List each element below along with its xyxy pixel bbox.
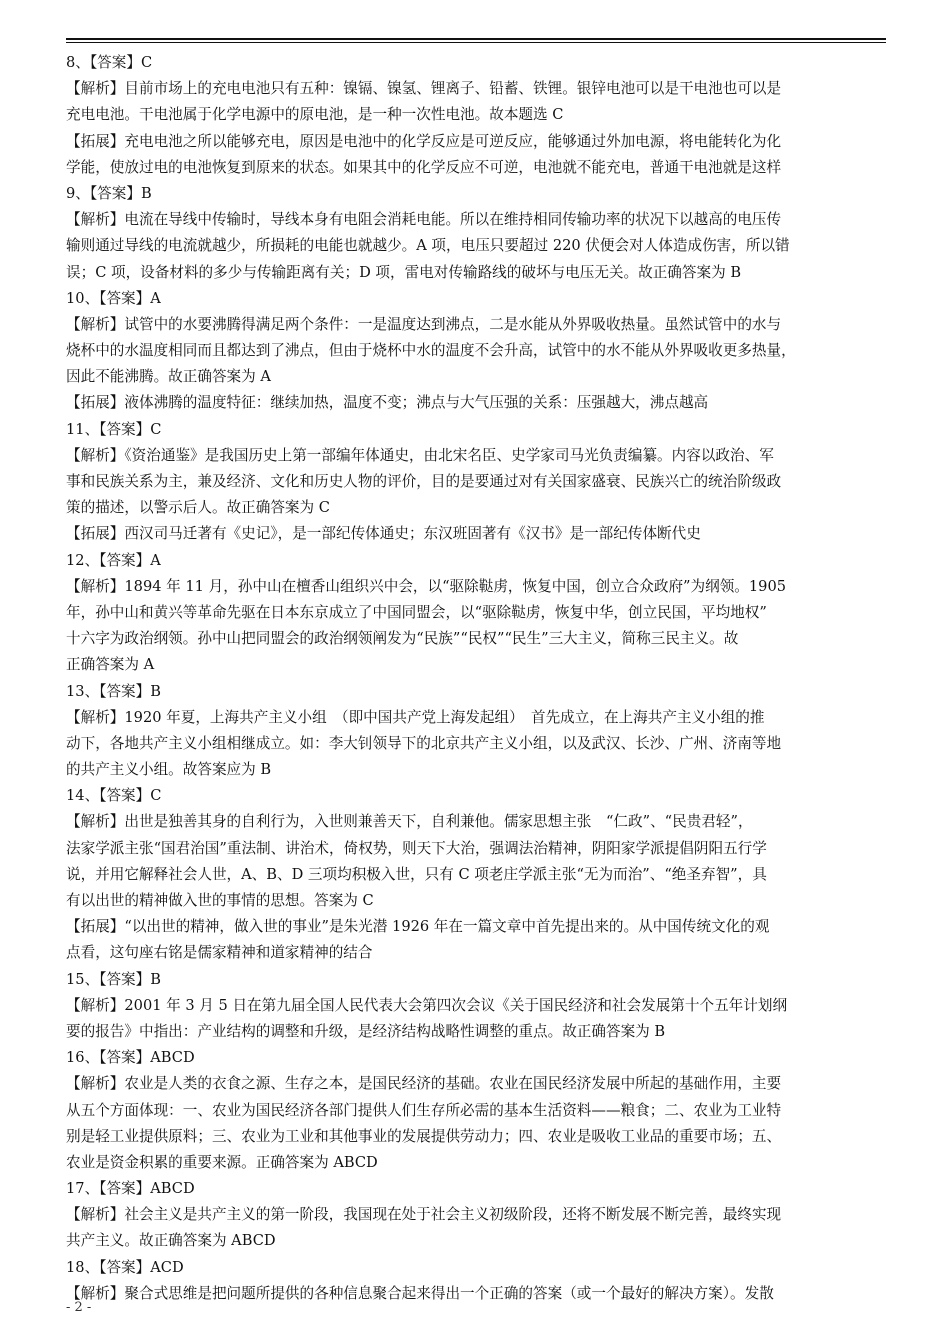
text-line: 15、【答案】B [66, 970, 161, 988]
text-line: 【解析】农业是人类的衣食之源、生存之本，是国民经济的基础。农业在国民经济发展中所起的基础作用，主要 [66, 1075, 782, 1093]
text-line: 动下，各地共产主义小组相继成立。如：李大钊领导下的北京共产主义小组，以及武汉、长沙、广州、济南等地 [66, 734, 782, 752]
text-line: 的共产主义小组。故答案应为 B [66, 761, 272, 779]
text-line: 烧杯中的水温度相同而且都达到了沸点，但由于烧杯中水的温度不会升高，试管中的水不能从外界吸收更多热量， [66, 342, 796, 360]
text-line: 【解析】聚合式思维是把问题所提供的各种信息聚合起来得出一个正确的答案（或一个最好的解决方案）。发散 [66, 1284, 774, 1302]
text-line: 输则通过导线的电流就越少，所损耗的电能也就越少。A 项，电压只要超过 220 伏便会对人体造成伤害，所以错 [66, 237, 790, 255]
text-line: 【解析】1894 年 11 月，孙中山在檀香山组织兴中会，以“驱除鞑虏，恢复中国，创立合众政府”为纲领。1905 [66, 577, 787, 595]
text-line: 共产主义。故正确答案为 ABCD [66, 1232, 276, 1250]
text-line: 【拓展】西汉司马迁著有《史记》，是一部纪传体通史；东汉班固著有《汉书》是一部纪传体断代史 [66, 525, 701, 543]
text-line: 11、【答案】C [66, 420, 162, 438]
text-line: 学能，使放过电的电池恢复到原来的状态。如果其中的化学反应不可逆，电池就不能充电，普通干电池就是这样 [66, 158, 782, 176]
text-line: 从五个方面体现：一、农业为国民经济各部门提供人们生存所必需的基本生活资料——粮食；二、农业为工业特 [66, 1101, 782, 1119]
text-line: 12、【答案】A [66, 551, 161, 569]
text-line: 要的报告》中指出：产业结构的调整和升级，是经济结构战略性调整的重点。故正确答案为 B [66, 1022, 666, 1040]
text-line: 【拓展】液体沸腾的温度特征：继续加热，温度不变；沸点与大气压强的关系：压强越大，沸点越高 [66, 394, 709, 412]
text-line: 事和民族关系为主，兼及经济、文化和历史人物的评价，目的是要通过对有关国家盛衰、民族兴亡的统治阶级政 [66, 473, 782, 490]
text-line: 年，孙中山和黄兴等革命先驱在日本东京成立了中国同盟会，以“驱除鞑虏，恢复中华，创立民国，平均地权” [66, 603, 767, 621]
text-line: 18、【答案】ACD [66, 1258, 184, 1276]
text-line: 策的描述，以警示后人。故正确答案为 C [66, 499, 330, 517]
document-body [66, 50, 886, 1307]
text-line: 别是轻工业提供原料；三、农业为工业和其他事业的发展提供劳动力；四、农业是吸收工业品的重要市场；五、 [66, 1127, 782, 1145]
text-line: 【解析】社会主义是共产主义的第一阶段，我国现在处于社会主义初级阶段，还将不断发展不断完善，最终实现 [66, 1206, 782, 1224]
text-line: 【解析】1920 年夏，上海共产主义小组 （即中国共产党上海发起组） 首先成立，在上海共产主义小组的推 [66, 708, 765, 726]
text-line: 16、【答案】ABCD [66, 1049, 195, 1067]
text-line: 14、【答案】C [66, 787, 162, 805]
text-line: 有以出世的精神做入世的事情的思想。答案为 C [66, 892, 374, 909]
text-line: 【解析】2001 年 3 月 5 日在第九届全国人民代表大会第四次会议《关于国民经济和社会发展第十个五年计划纲 [66, 996, 788, 1014]
text-line: 8、【答案】C [66, 54, 153, 71]
text-line: 10、【答案】A [66, 289, 161, 307]
text-line: 说，并用它解释社会人世，A、B、D 三项均积极入世，只有 C 项老庄学派主张“无为而治”、“绝圣弃智”，具 [66, 865, 767, 883]
text-line: 因此不能沸腾。故正确答案为 A [66, 368, 271, 386]
text-line: 【解析】试管中的水要沸腾得满足两个条件：一是温度达到沸点，二是水能从外界吸收热量。虽然试管中的水与 [66, 315, 782, 333]
text-line: 【拓展】充电电池之所以能够充电，原因是电池中的化学反应是可逆反应，能够通过外加电源，将电能转化为化 [66, 132, 782, 150]
header-rule-thin [66, 42, 886, 43]
text-line: 13、【答案】B [66, 682, 161, 700]
text-line: 17、【答案】ABCD [66, 1180, 195, 1198]
text-line: 【拓展】“以出世的精神，做入世的事业”是朱光潜 1926 年在一篇文章中首先提出来的。从中国传统文化的观 [66, 918, 770, 936]
text-line: 误；C 项，设备材料的多少与传输距离有关；D 项，雷电对传输路线的破坏与电压无关。故正确答案为 B [66, 263, 742, 281]
page-number: - 2 - [66, 1300, 92, 1315]
text-line: 正确答案为 A [66, 656, 155, 674]
text-line: 【解析】电流在导线中传输时，导线本身有电阻会消耗电能。所以在维持相同传输功率的状况下以越高的电压传 [66, 211, 782, 229]
text-line: 农业是资金积累的重要来源。正确答案为 ABCD [66, 1153, 378, 1171]
text-line: 点看，这句座右铭是儒家精神和道家精神的结合 [66, 944, 373, 962]
text-line: 充电电池。干电池属于化学电源中的原电池，是一种一次性电池。故本题选 C [66, 106, 564, 124]
text-line: 9、【答案】B [66, 184, 152, 202]
text-line: 【解析】目前市场上的充电电池只有五种：镍镉、镍氢、锂离子、铅蓄、铁锂。银锌电池可以是干电池也可以是 [66, 80, 782, 98]
header-rule-thick [66, 38, 886, 40]
text-line: 【解析】出世是独善其身的自利行为，入世则兼善天下，自利兼他。儒家思想主张 “仁政”、“民贵君轻”， [66, 813, 753, 831]
text-line: 【解析】《资治通鉴》是我国历史上第一部编年体通史，由北宋名臣、史学家司马光负责编纂。内容以政治、军 [66, 446, 774, 464]
text-line: 法家学派主张“国君治国”重法制、讲治术，倚权势，则天下大治，强调法治精神，阴阳家学派提倡阴阳五行学 [66, 839, 767, 857]
text-line: 十六字为政治纲领。孙中山把同盟会的政治纲领阐发为“民族”“民权”“民生”三大主义，简称三民主义。故 [66, 630, 739, 648]
